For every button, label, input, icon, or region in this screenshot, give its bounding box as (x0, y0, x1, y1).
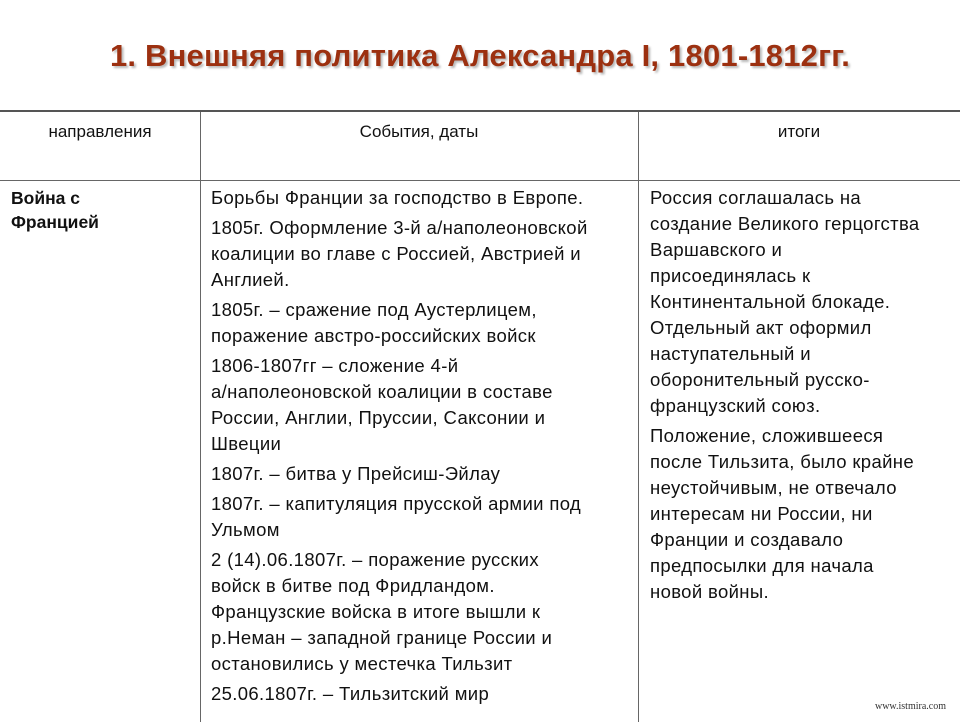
event-paragraph (211, 461, 636, 487)
events-cell (211, 185, 636, 711)
result-line: оборонительный русско- (650, 369, 870, 390)
result-line: неустойчивым, не отвечало (650, 477, 897, 498)
column-divider (638, 112, 639, 722)
event-paragraph (211, 681, 636, 707)
result-line: французский союз. (650, 395, 821, 416)
event-line: Ульмом (211, 519, 280, 540)
header-results: итоги (777, 122, 821, 141)
event-line: коалиции во главе с Россией, Австрией и (211, 243, 581, 264)
result-line: после Тильзита, было крайне (650, 451, 914, 472)
event-paragraph (211, 491, 636, 543)
event-line: а/наполеоновской коалиции в составе (211, 381, 553, 402)
event-line: войск в битве под Фридландом. (211, 575, 495, 596)
result-line: создание Великого герцогства (650, 213, 920, 234)
event-line: Швеции (211, 433, 282, 454)
event-line: 1807г. – капитуляция прусской армии под (211, 493, 582, 514)
policy-table (0, 110, 960, 722)
event-line: Англией. (211, 269, 290, 290)
result-paragraph (650, 185, 955, 419)
result-line: Отдельный акт оформил (650, 317, 872, 338)
direction-line: Война с (11, 188, 80, 208)
direction-cell (11, 186, 196, 234)
event-line: России, Англии, Пруссии, Саксонии и (211, 407, 546, 428)
event-line: поражение австро-российских войск (211, 325, 536, 346)
page-title: 1. Внешняя политика Александра I, 1801-1812гг. (109, 38, 851, 73)
header-divider (0, 180, 960, 181)
event-paragraph (211, 297, 636, 349)
event-line: 1807г. – битва у Прейсиш-Эйлау (211, 463, 501, 484)
event-line: р.Неман – западной границе России и (211, 627, 553, 648)
result-line: предпосылки для начала (650, 555, 874, 576)
result-line: Континентальной блокаде. (650, 291, 891, 312)
result-line: Варшавского и (650, 239, 783, 260)
result-line: интересам ни России, ни (650, 503, 873, 524)
event-line: 1806-1807гг – сложение 4-й (211, 355, 459, 376)
result-line: Франции и создавало (650, 529, 844, 550)
result-line: Положение, сложившееся (650, 425, 884, 446)
result-line: присоединялась к (650, 265, 811, 286)
column-divider (200, 112, 201, 722)
result-line: Россия соглашалась на (650, 187, 862, 208)
result-line: наступательный и (650, 343, 811, 364)
event-line: 2 (14).06.1807г. – поражение русских (211, 549, 539, 570)
event-line: 1805г. – сражение под Аустерлицем, (211, 299, 537, 320)
event-line: 25.06.1807г. – Тильзитский мир (211, 683, 490, 704)
event-paragraph (211, 547, 636, 677)
event-paragraph (211, 185, 636, 211)
header-events: События, даты (359, 122, 479, 141)
result-line: новой войны. (650, 581, 769, 602)
event-paragraph (211, 353, 636, 457)
direction-line: Францией (11, 212, 99, 232)
result-paragraph (650, 423, 955, 605)
event-paragraph (211, 215, 636, 293)
event-line: 1805г. Оформление 3-й а/наполеоновской (211, 217, 588, 238)
event-line: Французские войска в итоге вышли к (211, 601, 541, 622)
header-directions: направления (48, 122, 152, 141)
event-line: остановились у местечка Тильзит (211, 653, 513, 674)
event-line: Борьбы Франции за господство в Европе. (211, 187, 584, 208)
watermark: www.istmira.com (874, 701, 946, 712)
results-cell (650, 185, 955, 609)
